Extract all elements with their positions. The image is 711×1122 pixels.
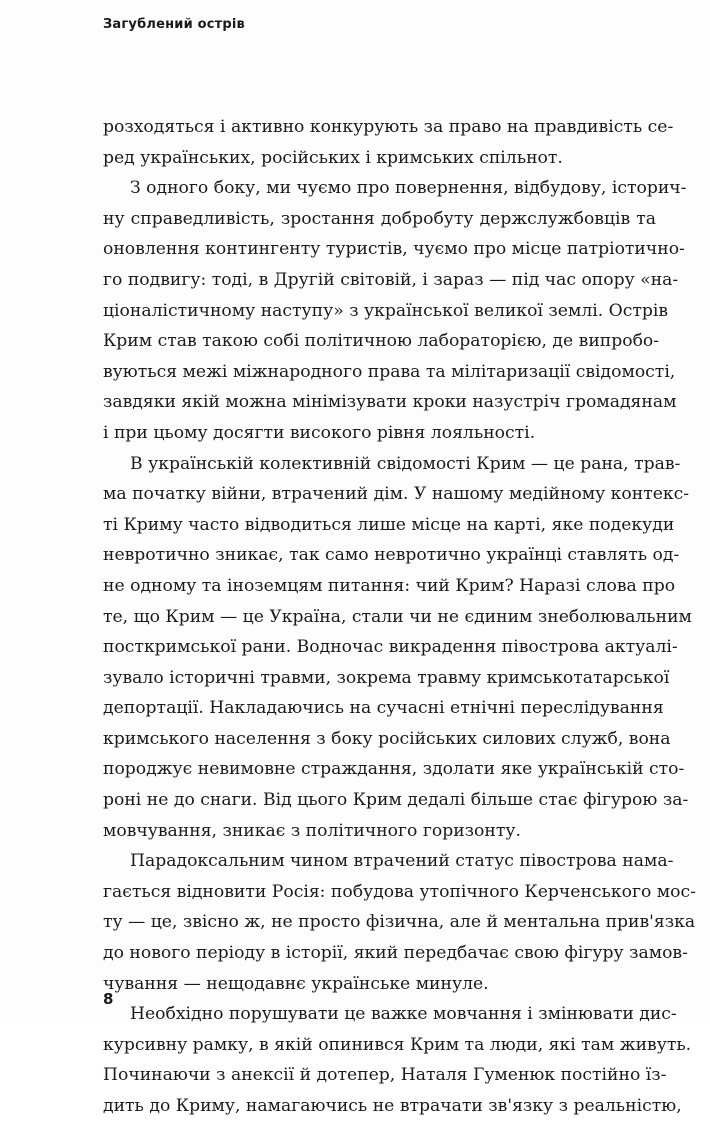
text-line: Починаючи з анексії й дотепер, Наталя Гуменюк постійно їз- xyxy=(103,1065,667,1086)
text-line: зувало історичні травми, зокрема травму кримськотатарської xyxy=(103,667,670,688)
running-header: Загублений острів xyxy=(103,17,245,32)
text-line: Необхідно порушувати це важке мовчання і змінювати дис- xyxy=(130,1004,677,1025)
text-line: розходяться і активно конкурують за право на правдивість се- xyxy=(103,117,674,137)
text-line: не одному та іноземцям питання: чий Крим? Наразі слова про xyxy=(103,575,676,596)
text-line: те, що Крим — це Україна, стали чи не єдиним знеболювальним xyxy=(103,606,692,627)
text-line: невротично зникає, так само невротично українці ставлять од- xyxy=(103,545,680,566)
text-line: Крим став такою собі політичною лабораторією, де випробо- xyxy=(103,331,660,352)
text-line: вуються межі міжнародного права та мілітаризації свідомості, xyxy=(103,361,676,382)
text-line: ну справедливість, зростання добробуту держслужбовців та xyxy=(103,208,656,229)
text-line: породжує невимовне страждання, здолати яке українській сто- xyxy=(103,759,685,780)
body-text xyxy=(103,112,696,1122)
text-line: ті Криму часто відводиться лише місце на карті, яке подекуди xyxy=(103,514,675,535)
text-line: чування — нещодавнє українське минуле. xyxy=(103,973,489,994)
text-line: кримського населення з боку російських силових служб, вона xyxy=(103,728,671,749)
text-line: ма початку війни, втрачений дім. У нашому медійному контекс- xyxy=(103,484,690,505)
text-line: до нового періоду в історії, який передбачає свою фігуру замов- xyxy=(103,943,688,964)
text-line: посткримської рани. Водночас викрадення півострова актуалі- xyxy=(103,637,678,658)
text-line: депортації. Накладаючись на сучасні етнічні переслідування xyxy=(103,698,664,719)
text-line: ту — це, звісно ж, не просто фізична, але й ментальна прив'язка xyxy=(103,912,696,933)
text-line: мовчування, зникає з політичного горизонту. xyxy=(103,820,521,841)
text-line: завдяки якій можна мінімізувати кроки назустріч громадянам xyxy=(103,392,677,413)
text-line: дить до Криму, намагаючись не втрачати зв'язку з реальністю, xyxy=(103,1096,682,1116)
page-number: 8 xyxy=(103,990,114,1008)
text-line: Парадоксальним чином втрачений статус півострова нама- xyxy=(130,851,674,872)
text-line: ред українських, російських і кримських спільнот. xyxy=(103,147,563,168)
text-line: роні не до снаги. Від цього Крим дедалі більше стає фігурою за- xyxy=(103,790,689,811)
text-line: курсивну рамку, в якій опинився Крим та люди, які там живуть. xyxy=(103,1034,692,1055)
text-line: і при цьому досягти високого рівня лояльності. xyxy=(103,422,536,443)
text-line: го подвигу: тоді, в Другій світовій, і зараз — під час опору «на- xyxy=(103,269,679,290)
text-line: В українській колективній свідомості Крим — це рана, трав- xyxy=(130,453,681,474)
text-line: З одного боку, ми чуємо про повернення, відбудову, історич- xyxy=(130,178,687,199)
text-line: гається відновити Росія: побудова утопічного Керченського мос- xyxy=(103,881,696,902)
text-line: оновлення контингенту туристів, чуємо про місце патріотично- xyxy=(103,239,685,260)
text-line: ціоналістичному наступу» з української великої землі. Острів xyxy=(103,300,669,321)
